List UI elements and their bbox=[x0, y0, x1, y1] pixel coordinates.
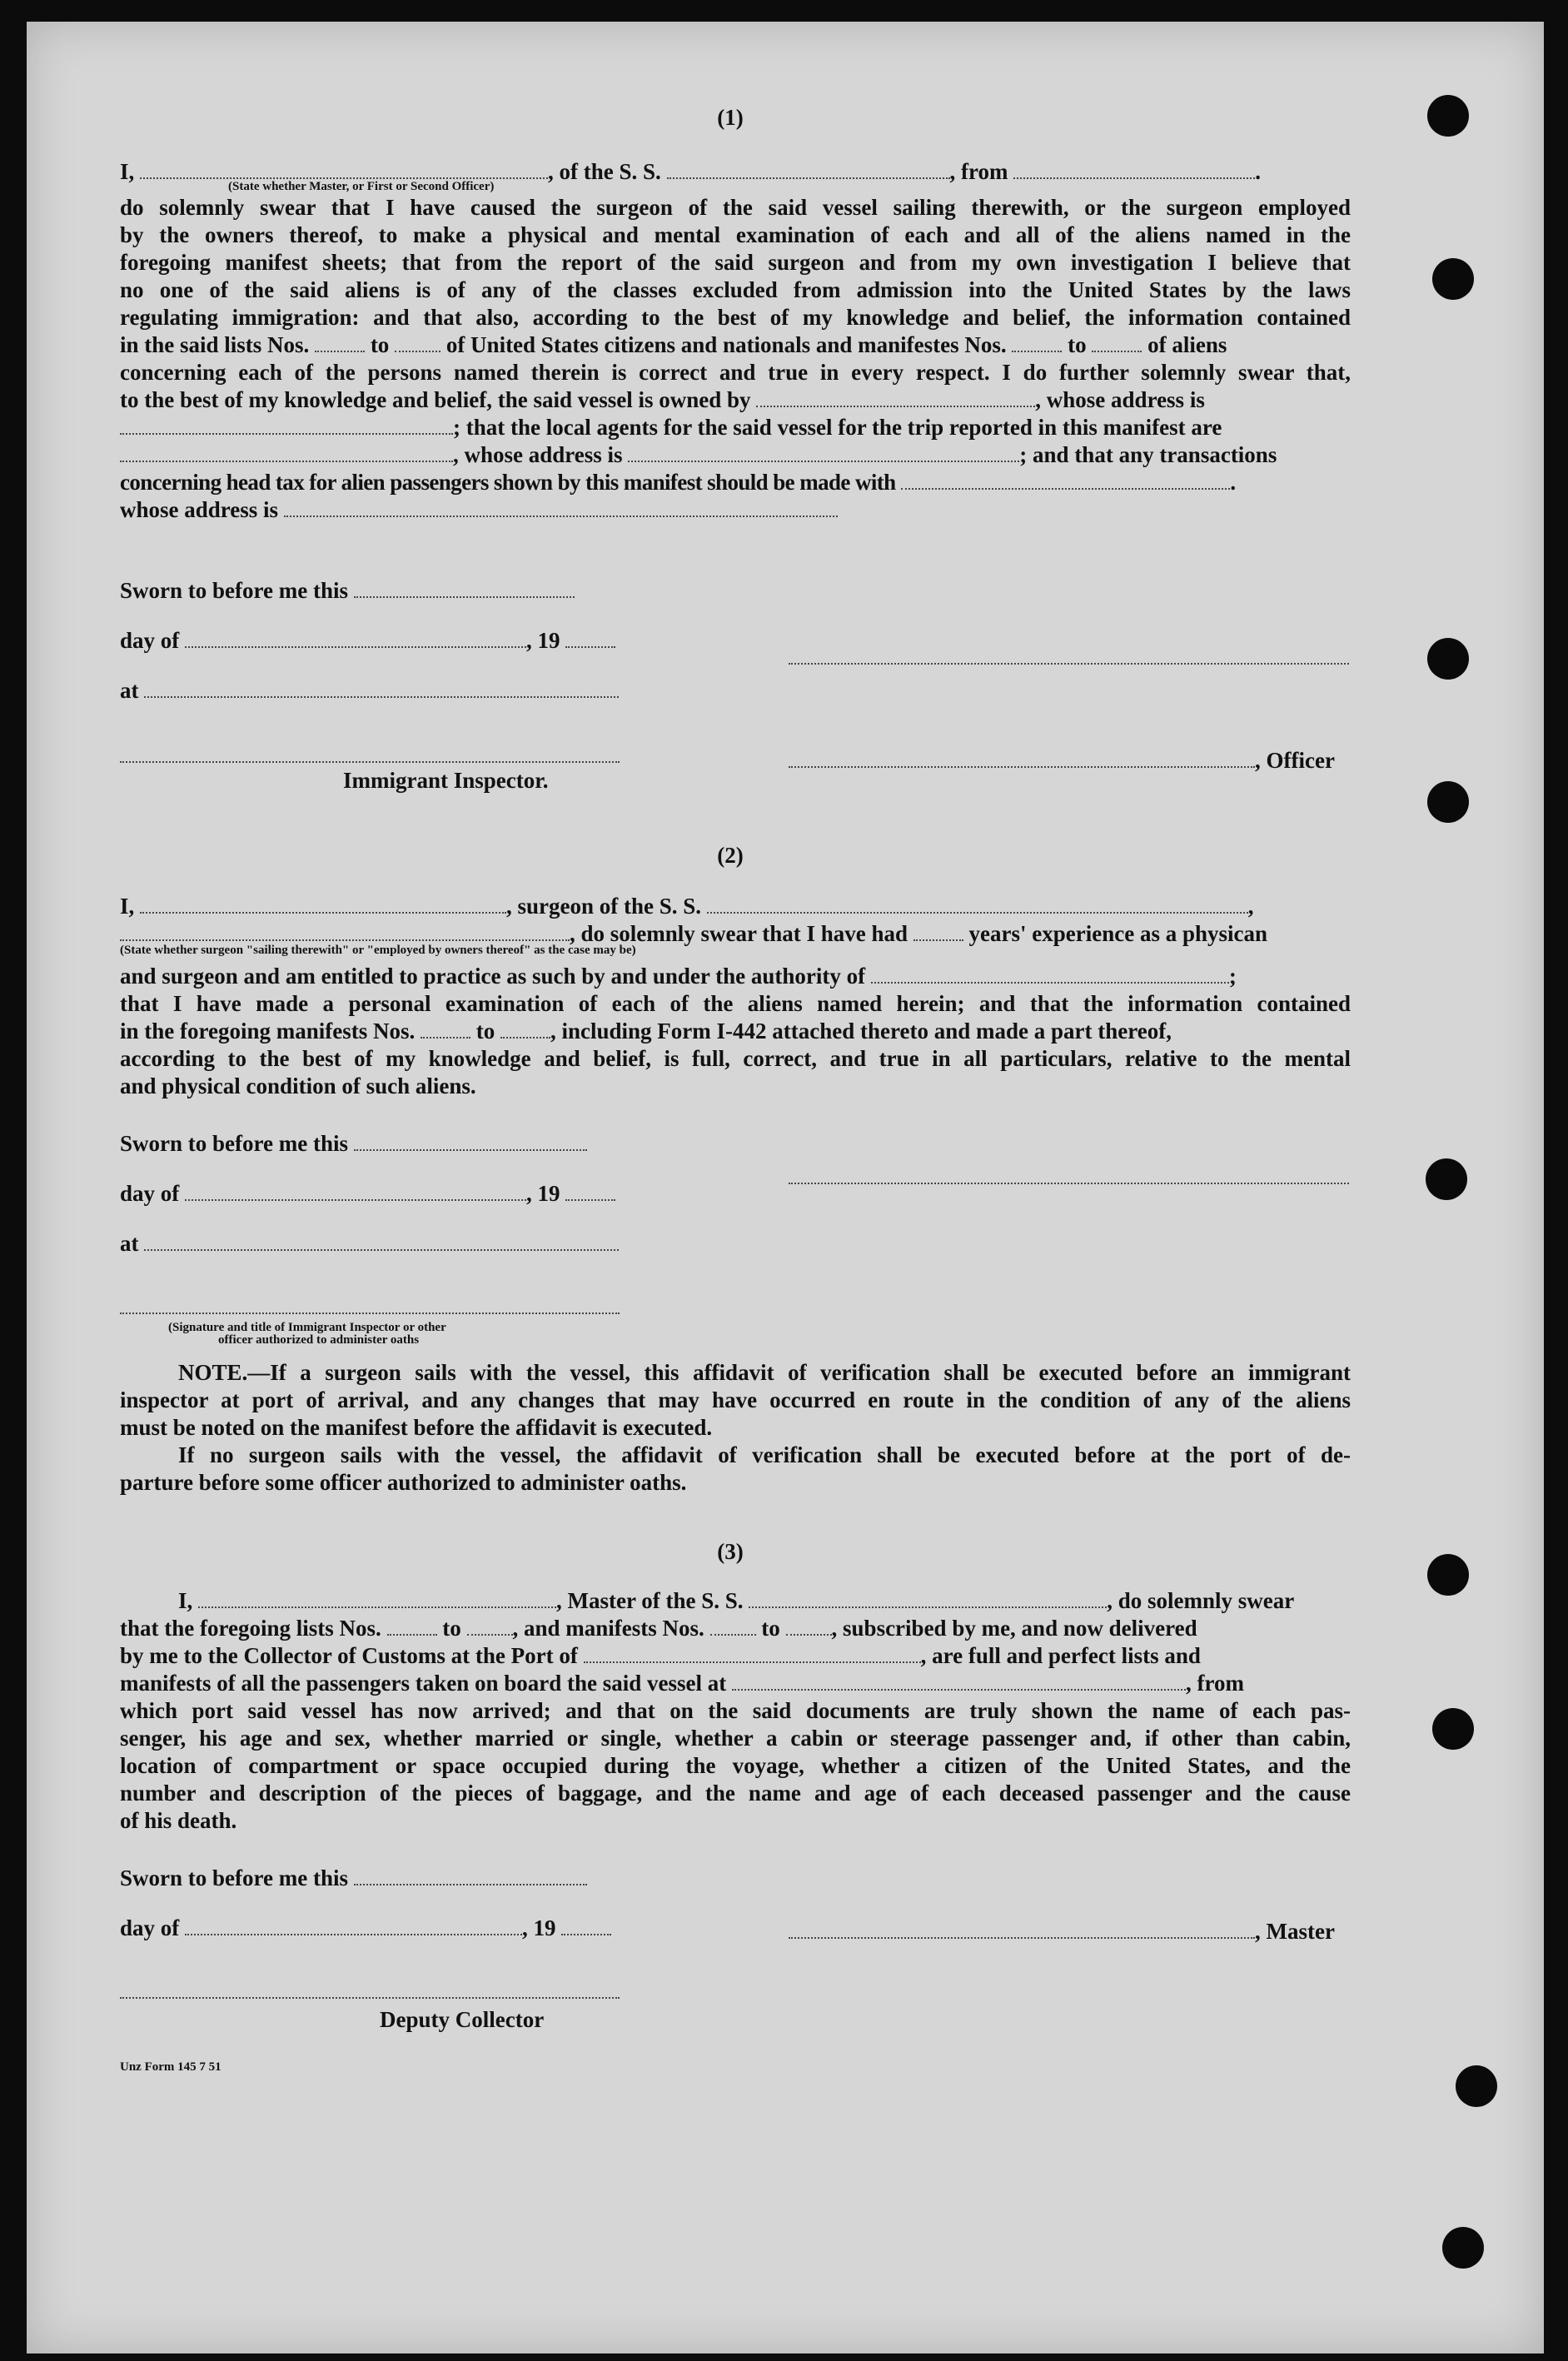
day-of-text: day of bbox=[120, 1915, 180, 1940]
citizen-list-from-field[interactable] bbox=[315, 332, 365, 352]
month-field[interactable] bbox=[185, 1915, 522, 1935]
text-line: according to the best of my knowledge and belief, is full, correct, and true in all particulars, relative to the mental bbox=[120, 1046, 1351, 1071]
to-label: to bbox=[475, 1019, 495, 1044]
board-label: manifests of all the passengers taken on board the said vessel at bbox=[120, 1671, 727, 1696]
master-signature-field[interactable] bbox=[789, 1919, 1255, 1939]
text-line: concerning each of the persons named therein is correct and true in every respect. I do further solemnly swear that, bbox=[120, 360, 1351, 385]
head-tax-contact-field[interactable] bbox=[901, 470, 1230, 490]
owned-by-label: to the best of my knowledge and belief, the said vessel is owned by bbox=[120, 387, 751, 412]
board-line bbox=[120, 1670, 1351, 1697]
binder-hole bbox=[1432, 258, 1474, 300]
signature-note-1: (Signature and title of Immigrant Inspector or other bbox=[168, 1321, 446, 1334]
sworn-text: Sworn to before me this bbox=[120, 578, 348, 603]
form-page bbox=[27, 22, 1544, 2354]
swear-label: , do solemnly swear bbox=[1107, 1588, 1295, 1613]
sworn-text: Sworn to before me this bbox=[120, 1865, 348, 1890]
of-aliens-label: of aliens bbox=[1147, 332, 1227, 357]
place-field[interactable] bbox=[144, 1231, 619, 1251]
text-line: and physical condition of such aliens. bbox=[120, 1073, 476, 1098]
sworn-label bbox=[120, 1131, 587, 1157]
head-tax-line bbox=[120, 469, 1351, 496]
manifests-label: , and manifests Nos. bbox=[512, 1616, 704, 1641]
binder-hole bbox=[1442, 2227, 1484, 2269]
at-text: at bbox=[120, 1231, 139, 1256]
pronoun-i: I, bbox=[120, 159, 135, 184]
agent-address-line bbox=[120, 441, 1351, 469]
lists-label: in the said lists Nos. bbox=[120, 332, 310, 357]
manifest-label: of United States citizens and nationals and manifestes Nos. bbox=[446, 332, 1007, 357]
text-line: by the owners thereof, to make a physical and mental examination of each and all of the aliens named in the bbox=[120, 222, 1351, 247]
to-label: to bbox=[1068, 332, 1087, 357]
year-field[interactable] bbox=[561, 1915, 611, 1935]
binder-hole bbox=[1426, 1158, 1467, 1200]
at-label bbox=[120, 678, 619, 704]
text-line: that I have made a personal examination of each of the aliens named herein; and that the information contained bbox=[120, 991, 1351, 1016]
section-3-body bbox=[120, 1587, 1351, 1835]
text-line: foregoing manifest sheets; that from the report of the said surgeon and from my own investigation I believe that bbox=[120, 250, 1351, 275]
whose-address-label: , whose address is bbox=[1035, 387, 1205, 412]
agents-label: ; that the local agents for the said vessel for the trip reported in this manifest are bbox=[453, 415, 1222, 440]
binder-hole bbox=[1427, 638, 1469, 680]
years-field[interactable] bbox=[913, 921, 963, 941]
surgeon-vessel-field[interactable] bbox=[707, 894, 1248, 914]
day-of-text: day of bbox=[120, 628, 180, 653]
text-line: number and description of the pieces of baggage, and the name and age of each deceased passenger and the cause bbox=[120, 1781, 1351, 1806]
surgeon-name-field[interactable] bbox=[140, 894, 506, 914]
place-field[interactable] bbox=[144, 678, 619, 698]
immigrant-inspector-label: Immigrant Inspector. bbox=[343, 768, 549, 793]
owner-address-field[interactable] bbox=[120, 415, 453, 435]
officer-label: , Officer bbox=[1255, 748, 1335, 773]
at-text: at bbox=[120, 678, 139, 703]
swear-label: , do solemnly swear that I have had bbox=[570, 921, 908, 946]
surgeon-signature-line[interactable] bbox=[789, 1183, 1349, 1184]
binder-hole bbox=[1427, 781, 1469, 823]
authority-line bbox=[120, 963, 1351, 990]
officer-signature bbox=[789, 748, 1335, 774]
year-prefix: , 19 bbox=[522, 1915, 556, 1940]
binder-hole bbox=[1456, 2065, 1497, 2107]
lists-line bbox=[120, 331, 1351, 359]
contact-address-line bbox=[120, 496, 1351, 524]
note-line: parture before some officer authorized to administer oaths. bbox=[120, 1470, 687, 1495]
month-field[interactable] bbox=[185, 628, 526, 648]
section-2-body bbox=[120, 893, 1351, 1100]
deputy-signature-line[interactable] bbox=[120, 1997, 620, 1999]
owner-field[interactable] bbox=[756, 387, 1035, 407]
whose-address-label: , whose address is bbox=[453, 442, 623, 467]
surgeon-status-note: (State whether surgeon "sailing therewith" or "employed by owners thereof" as the case may be) bbox=[120, 944, 636, 957]
note-block bbox=[120, 1359, 1351, 1497]
of-the-ss-label: , of the S. S. bbox=[548, 159, 661, 184]
whose-address-label: whose address is bbox=[120, 497, 279, 522]
lists-line bbox=[120, 1615, 1351, 1642]
period: . bbox=[1255, 159, 1262, 184]
lists-to-field[interactable] bbox=[467, 1616, 513, 1636]
agents-line bbox=[120, 414, 1351, 441]
authority-label: and surgeon and am entitled to practice as such by and under the authority of bbox=[120, 964, 866, 989]
from-label: , from bbox=[1186, 1671, 1244, 1696]
sworn-date-field[interactable] bbox=[354, 578, 575, 598]
alien-list-to-field[interactable] bbox=[1092, 332, 1142, 352]
to-label: to bbox=[761, 1616, 780, 1641]
section-3-number: (3) bbox=[717, 1539, 744, 1564]
citizen-list-to-field[interactable] bbox=[395, 332, 441, 352]
day-of-label bbox=[120, 628, 615, 654]
master-name-field[interactable] bbox=[198, 1588, 556, 1608]
transactions-label: ; and that any transactions bbox=[1019, 442, 1277, 467]
officer-rank-note: (State whether Master, or First or Second Officer) bbox=[228, 180, 495, 193]
sworn-label bbox=[120, 1865, 587, 1891]
text-line: regulating immigration: and that also, according to the best of my knowledge and belief, the information contained bbox=[120, 305, 1351, 330]
note-line: NOTE.—If a surgeon sails with the vessel, this affidavit of verification shall be executed before an immigrant bbox=[178, 1360, 1351, 1385]
text-line: no one of the said aliens is of any of the classes excluded from admission into the United States by the laws bbox=[120, 277, 1351, 302]
pronoun-i: I, bbox=[178, 1588, 193, 1613]
pronoun-i: I, bbox=[120, 894, 135, 919]
month-field[interactable] bbox=[185, 1181, 526, 1201]
owned-line bbox=[120, 386, 1351, 414]
manifest-from-field[interactable] bbox=[421, 1019, 470, 1039]
authority-field[interactable] bbox=[871, 964, 1229, 984]
day-of-label bbox=[120, 1915, 611, 1941]
at-label bbox=[120, 1231, 619, 1257]
vessel-name-field[interactable] bbox=[667, 159, 950, 179]
text-line: do solemnly swear that I have caused the surgeon of the said vessel sailing therewith, or the surgeon employed bbox=[120, 195, 1351, 220]
text-line: which port said vessel has now arrived; and that on the said documents are truly shown the name of each pas- bbox=[120, 1698, 1351, 1723]
port-label: by me to the Collector of Customs at the Port of bbox=[120, 1643, 578, 1668]
from-label: , from bbox=[949, 159, 1008, 184]
officer-signature-field[interactable] bbox=[789, 748, 1255, 768]
port-field[interactable] bbox=[584, 1643, 921, 1663]
sworn-text: Sworn to before me this bbox=[120, 1131, 348, 1156]
master-vessel-field[interactable] bbox=[749, 1588, 1107, 1608]
year-prefix: , 19 bbox=[526, 628, 560, 653]
year-field[interactable] bbox=[565, 628, 615, 648]
departure-port-field[interactable] bbox=[1013, 159, 1255, 179]
port-line bbox=[120, 1642, 1351, 1670]
deputy-collector-label: Deputy Collector bbox=[380, 2007, 545, 2032]
text-line: senger, his age and sex, whether married or single, whether a cabin or steerage passenger and, if other than cabin, bbox=[120, 1726, 1351, 1751]
section-2-number: (2) bbox=[717, 843, 744, 868]
semicolon: ; bbox=[1228, 964, 1237, 989]
signature-note-2: officer authorized to administer oaths bbox=[218, 1333, 420, 1347]
surgeon-label: , surgeon of the S. S. bbox=[506, 894, 702, 919]
note-line: inspector at port of arrival, and any changes that may have occurred en route in the condition of any of the aliens bbox=[120, 1387, 1351, 1412]
years-label: years' experience as a physican bbox=[968, 921, 1268, 946]
manifests-line bbox=[120, 1018, 1351, 1045]
manifests-label: in the foregoing manifests Nos. bbox=[120, 1019, 416, 1044]
text-line: location of compartment or space occupied during the voyage, whether a citizen of the United States, and the bbox=[120, 1753, 1351, 1778]
note-line: If no surgeon sails with the vessel, the affidavit of verification shall be executed before at the port of de- bbox=[178, 1442, 1351, 1467]
master-signature bbox=[789, 1919, 1335, 1945]
year-prefix: , 19 bbox=[526, 1181, 560, 1206]
officer-name-field[interactable] bbox=[140, 159, 548, 179]
section-1-number: (1) bbox=[717, 105, 744, 130]
master-sig-label: , Master bbox=[1255, 1919, 1335, 1944]
master-line bbox=[120, 1587, 1351, 1615]
text-line: of his death. bbox=[120, 1808, 237, 1833]
lists-from-field[interactable] bbox=[387, 1616, 437, 1636]
binder-hole bbox=[1432, 1708, 1474, 1750]
sworn-date-field[interactable] bbox=[354, 1865, 587, 1885]
subscribed-label: , subscribed by me, and now delivered bbox=[831, 1616, 1197, 1641]
day-of-label bbox=[120, 1181, 615, 1207]
manifests-to-field[interactable] bbox=[786, 1616, 832, 1636]
section-1-body bbox=[120, 158, 1351, 524]
day-of-text: day of bbox=[120, 1181, 180, 1206]
manifests-from-field[interactable] bbox=[710, 1616, 756, 1636]
agent-address-field[interactable] bbox=[628, 442, 1019, 462]
lists-label: that the foregoing lists Nos. bbox=[120, 1616, 381, 1641]
form-identifier: Unz Form 145 7 51 bbox=[120, 2060, 222, 2074]
sworn-label bbox=[120, 578, 575, 604]
sworn-date-field[interactable] bbox=[354, 1131, 587, 1151]
surgeon-line bbox=[120, 893, 1351, 920]
administering-officer-line[interactable] bbox=[120, 1312, 620, 1314]
to-label: to bbox=[442, 1616, 461, 1641]
inspector-signature-line[interactable] bbox=[120, 761, 620, 763]
surgeon-status-field[interactable] bbox=[120, 921, 570, 941]
signature-line[interactable] bbox=[789, 663, 1349, 665]
contact-address-field[interactable] bbox=[284, 497, 838, 517]
agents-field[interactable] bbox=[120, 442, 453, 462]
year-field[interactable] bbox=[565, 1181, 615, 1201]
period: . bbox=[1230, 470, 1237, 495]
note-line: must be noted on the manifest before the affidavit is executed. bbox=[120, 1415, 713, 1440]
alien-list-from-field[interactable] bbox=[1012, 332, 1062, 352]
master-label: , Master of the S. S. bbox=[556, 1588, 744, 1613]
perfect-lists-label: , are full and perfect lists and bbox=[920, 1643, 1201, 1668]
comma: , bbox=[1247, 894, 1254, 919]
form-label: , including Form I-442 attached thereto and made a part thereof, bbox=[550, 1019, 1172, 1044]
to-label: to bbox=[370, 332, 390, 357]
manifest-to-field[interactable] bbox=[500, 1019, 550, 1039]
head-tax-label: concerning head tax for alien passengers shown by this manifest should be made with bbox=[120, 470, 896, 495]
boarding-port-field[interactable] bbox=[732, 1671, 1186, 1691]
